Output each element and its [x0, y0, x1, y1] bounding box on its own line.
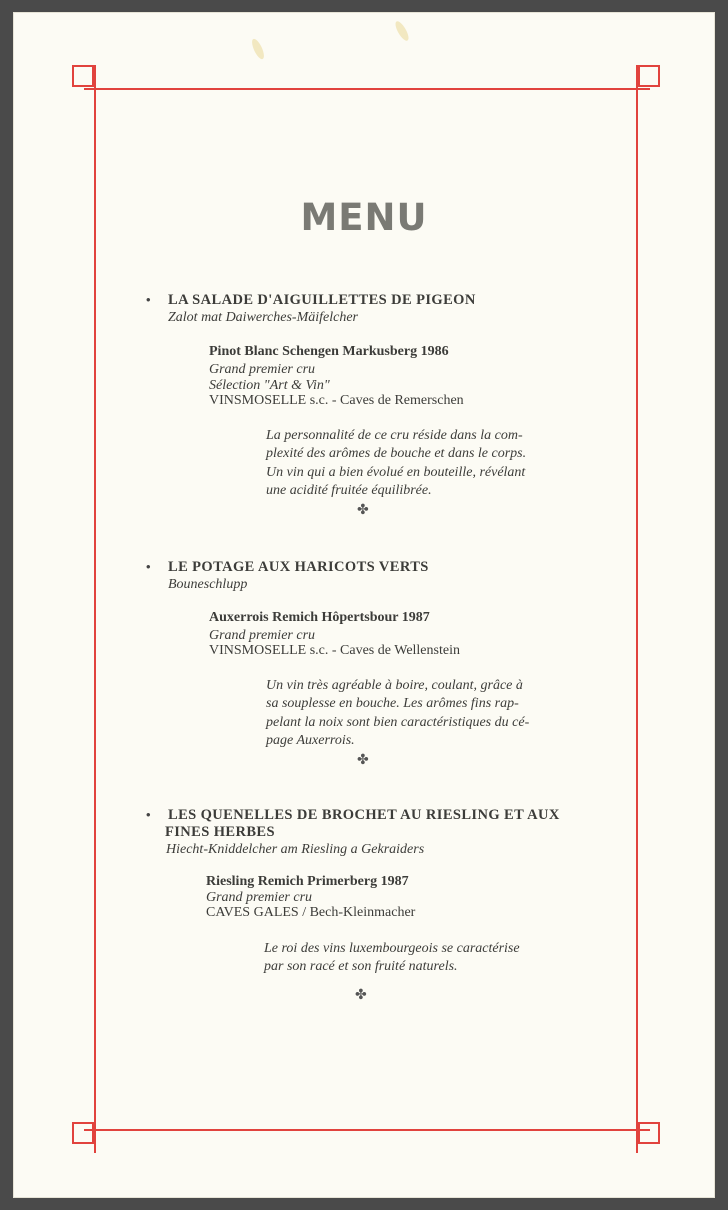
bullet: •	[146, 292, 151, 307]
dish-title: LE POTAGE AUX HARICOTS VERTS	[168, 559, 429, 575]
menu-title: MENU	[300, 196, 428, 239]
tasting-note: La personnalité de ce cru réside dans la com- plexité des arômes de bouche et dans le corps. Un vin qui a bien évolué en bouteille, révélant une acidité fruitée équilibrée.	[266, 428, 527, 498]
wine-producer: CAVES GALES / Bech-Kleinmacher	[206, 905, 416, 920]
wine-producer: VINSMOSELLE s.c. - Caves de Wellenstein	[209, 643, 460, 658]
dish-luxembourgish: Zalot mat Daiwerches-Mäifelcher	[168, 310, 359, 325]
tasting-note: Un vin très agréable à boire, coulant, grâce à sa souplesse en bouche. Les arômes fins rap- pelant la noix sont bien caractéristiques du cé- page Auxerrois.	[266, 678, 530, 748]
wine-detail: Grand premier cru	[206, 890, 313, 905]
wine-detail: Grand premier cru	[209, 362, 316, 377]
wine-detail: Sélection "Art & Vin"	[209, 378, 330, 393]
quatrefoil-ornament-icon: ✤	[357, 752, 369, 768]
quatrefoil-ornament-icon: ✤	[357, 502, 369, 518]
wine-producer: VINSMOSELLE s.c. - Caves de Remerschen	[209, 393, 464, 408]
wine-detail: Grand premier cru	[209, 628, 316, 643]
dish-title: LA SALADE D'AIGUILLETTES DE PIGEON	[168, 292, 476, 308]
wine-name: Riesling Remich Primerberg 1987	[206, 874, 409, 889]
dish-luxembourgish: Hiecht-Kniddelcher am Riesling a Gekraiders	[166, 842, 425, 857]
tasting-note: Le roi des vins luxembourgeois se caractérise par son racé et son fruité naturels.	[264, 941, 520, 975]
menu-card	[13, 12, 715, 1198]
wine-name: Auxerrois Remich Hôpertsbour 1987	[209, 610, 430, 625]
bullet: •	[146, 807, 151, 822]
dish-title-cont: FINES HERBES	[165, 824, 275, 840]
wine-name: Pinot Blanc Schengen Markusberg 1986	[209, 344, 449, 359]
bullet: •	[146, 559, 151, 574]
dish-title: LES QUENELLES DE BROCHET AU RIESLING ET AUX	[168, 807, 560, 823]
quatrefoil-ornament-icon: ✤	[355, 987, 367, 1003]
dish-luxembourgish: Bouneschlupp	[168, 577, 248, 592]
